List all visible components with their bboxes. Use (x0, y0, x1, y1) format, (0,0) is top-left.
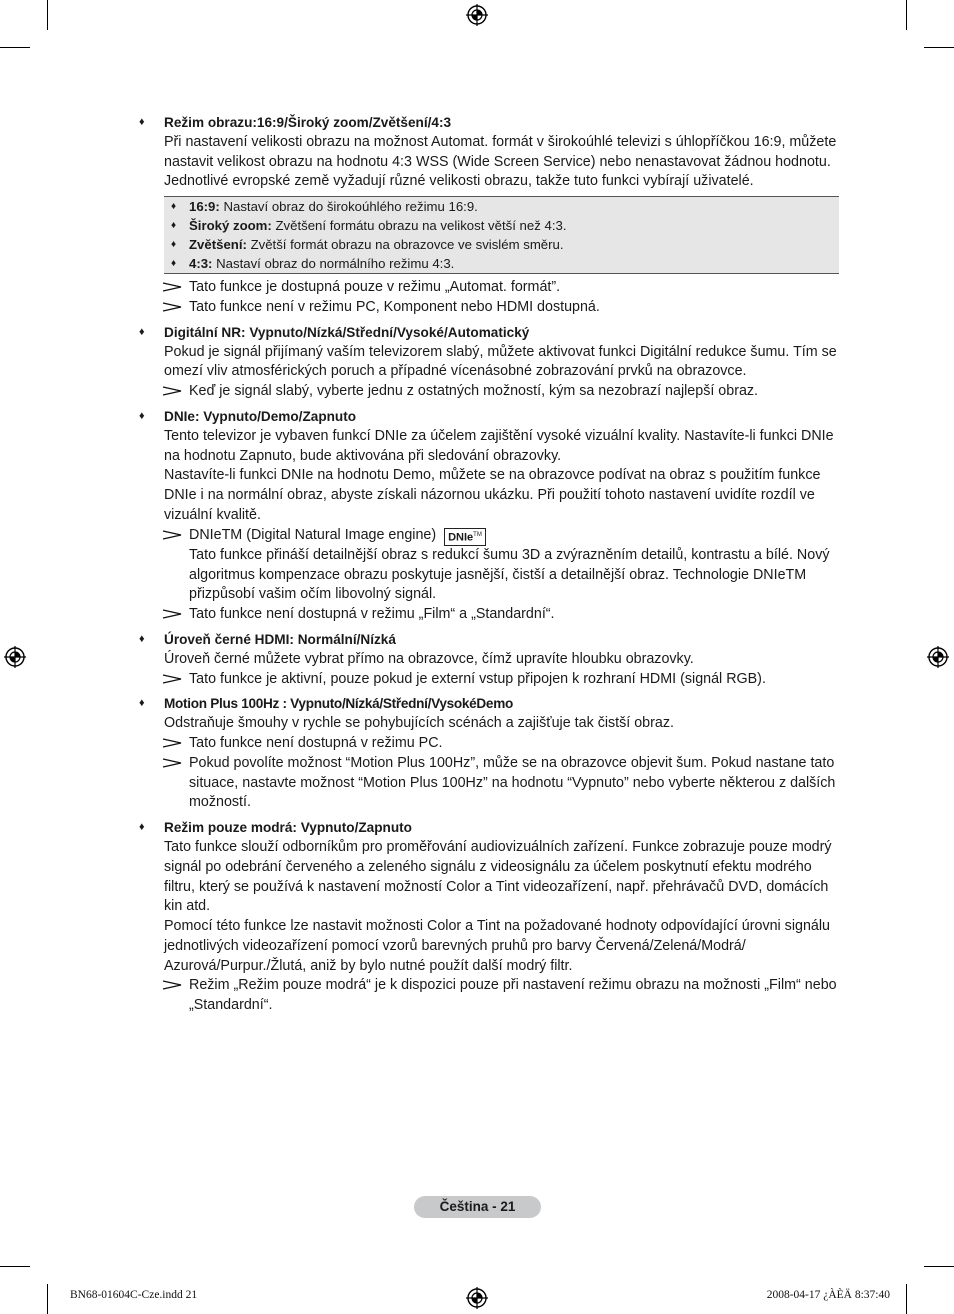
note-item (164, 278, 839, 298)
note-arrow-icon (162, 980, 182, 990)
footer-file-info: BN68-01604C-Cze.indd 21 (70, 1289, 198, 1301)
option-label: 16:9: (189, 199, 220, 215)
section-blue-only-mode (139, 818, 839, 1016)
option-row (164, 254, 839, 273)
section-title: Úroveň černé HDMI: Normální/Nízká (164, 631, 396, 647)
option-text: Zvětšení formátu obrazu na velikost větší než 4:3. (271, 218, 567, 234)
section-hdmi-black-level (139, 630, 839, 689)
diamond-bullet-icon: ♦ (139, 325, 145, 338)
section-paragraph: Odstraňuje šmouhy v rychle se pohybujících scénách a zajišťuje tak čistší obraz. (164, 715, 674, 732)
note-item (164, 605, 839, 625)
note-arrow-icon (162, 530, 182, 540)
diamond-bullet-icon: ♦ (139, 632, 145, 645)
registration-mark-icon (927, 646, 949, 668)
registration-mark-icon (466, 4, 488, 26)
section-paragraph: Pokud je signál přijímaný vaším televizorem slabý, můžete aktivovat funkci Digitální redukce šumu. Tím se omezí vliv atmosférických poruch a případné vícenásobné zobrazování prvků na obrazovce. (164, 343, 837, 380)
note-item (164, 734, 839, 754)
section-title: Režim obrazu:16:9/Široký zoom/Zvětšení/4:3 (164, 115, 452, 130)
section-paragraph: Pomocí této funkce lze nastavit možnosti Color a Tint na požadované hodnoty odpovídající úrovni signálu jednotlivých videozařízení pomocí vzorů barevných pruhů pro barvy Červená/Zelená/Modrá/ Azurová/Purpur./Žlutá, aniž by bylo nutné použít další modrý filtr. (164, 918, 830, 974)
diamond-bullet-icon: ♦ (171, 220, 177, 232)
dnie-logo-text: DNIe (448, 531, 474, 544)
section-title: DNIe: Vypnuto/Demo/Zapnuto (164, 408, 357, 424)
note-arrow-icon (162, 674, 182, 684)
registration-mark-icon (4, 646, 26, 668)
section-dnie (139, 407, 839, 625)
option-text: Zvětší formát obrazu na obrazovce ve svislém směru. (246, 237, 564, 253)
note-text: Keď je signál slabý, vyberte jednu z ostatných možností, kým sa nezobrazí najlepší obraz. (189, 383, 759, 400)
note-arrow-icon (162, 386, 182, 396)
option-row (164, 235, 839, 254)
option-label: Zvětšení: (189, 237, 247, 253)
note-text: Tato funkce je dostupná pouze v režimu „Automat. formát”. (189, 279, 561, 296)
note-text: Pokud povolíte možnost “Motion Plus 100Hz”, může se na obrazovce objevit šum. Pokud nastane tato situace, nastavte možnost “Motion Plus 100Hz” na hodnotu “Vypnuto” nebo vyberte některou z dalších možností. (189, 754, 836, 811)
section-paragraph: Nastavíte-li funkci DNIe na hodnotu Demo, můžete se na obrazovce podívat na obraz s použitím funkce DNIe i na normální obraz, abyste získali názornou ukázku. Při použití tohoto nastavení uvidíte rozdíl ve vizuální kvalitě. (164, 467, 821, 523)
note-text: Tato funkce je aktivní, pouze pokud je externí vstup připojen k rozhraní HDMI (signál RGB). (189, 670, 766, 687)
crop-mark (0, 47, 30, 48)
note-text: DNIeTM (Digital Natural Image engine) (189, 526, 437, 543)
option-row (164, 216, 839, 235)
section-title: Digitální NR: Vypnuto/Nízká/Střední/Vysoké/Automatický (164, 324, 530, 340)
section-motion-plus (139, 694, 839, 813)
diamond-bullet-icon: ♦ (139, 697, 145, 710)
crop-mark (906, 1284, 907, 1314)
note-arrow-icon (162, 738, 182, 748)
diamond-bullet-icon: ♦ (171, 258, 177, 270)
section-title: Motion Plus 100Hz : Vypnuto/Nízká/Střední/VysokéDemo (164, 696, 513, 712)
section-picture-size (139, 113, 839, 318)
option-text: Nastaví obraz do normálního režimu 4:3. (212, 256, 455, 272)
note-item (164, 298, 839, 318)
option-row (164, 197, 839, 216)
option-label: 4:3: (189, 256, 213, 272)
section-digital-nr (139, 323, 839, 402)
crop-mark (47, 1284, 48, 1314)
dnie-logo (444, 528, 486, 546)
note-text: Tato funkce není dostupná v režimu PC. (189, 734, 443, 751)
note-arrow-icon (162, 282, 182, 292)
diamond-bullet-icon: ♦ (139, 409, 145, 422)
option-table (164, 196, 839, 274)
crop-mark (47, 0, 48, 30)
option-label: Široký zoom: (189, 218, 272, 234)
section-paragraph: Tento televizor je vybaven funkcí DNIe za účelem zajištění vysoké vizuální kvality. Nastavíte-li funkci DNIe na hodnotu Zapnuto, bude aktivována při sledování obrazovky. (164, 427, 834, 464)
footer-timestamp: 2008-04-17 ¿ÀÈÄ 8:37:40 (766, 1289, 890, 1301)
crop-mark (924, 47, 954, 48)
option-text: Nastaví obraz do širokoúhlého režimu 16:9. (219, 199, 478, 215)
note-arrow-icon (162, 302, 182, 312)
crop-mark (906, 0, 907, 30)
note-item (164, 526, 839, 605)
note-text: Tato funkce není dostupná v režimu „Film“ a „Standardní“. (189, 606, 555, 623)
crop-mark (924, 1266, 954, 1267)
note-text: Tato funkce není v režimu PC, Komponent nebo HDMI dostupná. (189, 298, 600, 315)
note-item (164, 382, 839, 402)
dnie-logo-tm: TM (473, 532, 482, 539)
diamond-bullet-icon: ♦ (171, 201, 177, 213)
note-arrow-icon (162, 609, 182, 619)
page-content (139, 113, 839, 1021)
section-title: Režim pouze modrá: Vypnuto/Zapnuto (164, 820, 412, 836)
registration-mark-icon (466, 1287, 488, 1309)
note-text: Režim „Režim pouze modrá“ je k dispozici pouze při nastavení režimu obrazu na možnosti „Film“ nebo „Standardní“. (189, 977, 837, 1014)
note-item (164, 670, 839, 690)
page-number-badge: Čeština - 21 (414, 1196, 541, 1218)
diamond-bullet-icon: ♦ (171, 239, 177, 251)
section-paragraph: Při nastavení velikosti obrazu na možnost Automat. formát v širokoúhlé televizi s úhlopříčkou 16:9, můžete nastavit velikost obrazu na hodnotu 4:3 WSS (Wide Screen Service) nebo nenastavovat žádnou hodnotu. Jednotlivé evropské země vyžadují různé velikosti obrazu, takže tuto funkci vybírají uživatelé. (164, 133, 837, 190)
crop-mark (0, 1266, 30, 1267)
diamond-bullet-icon: ♦ (139, 116, 145, 128)
note-item (164, 754, 839, 813)
section-paragraph: Úroveň černé můžete vybrat přímo na obrazovce, čímž upravíte hloubku obrazovky. (164, 650, 694, 667)
note-arrow-icon (162, 758, 182, 768)
diamond-bullet-icon: ♦ (139, 821, 145, 834)
note-text: Tato funkce přináší detailnější obraz s redukcí šumu 3D a zvýrazněním detailů, kontrastu a bílé. Nový algoritmus kompenzace obrazu poskytuje jasnější, čistší a detailnější obraz. Technologie DNIeTM přizpůsobí vašim očím libovolný signál. (189, 546, 830, 603)
section-paragraph: Tato funkce slouží odborníkům pro proměřování audiovizuálních zařízení. Funkce zobrazuje pouze modrý signál po odebrání červeného a zeleného signálu z videosignálu za účelem poskytnutí efektu modrého filtru, který se používá k nastavení možností Color a Tint videozařízení, např. přehrávačů DVD, domácích kin atd. (164, 838, 832, 915)
note-item (164, 976, 839, 1016)
